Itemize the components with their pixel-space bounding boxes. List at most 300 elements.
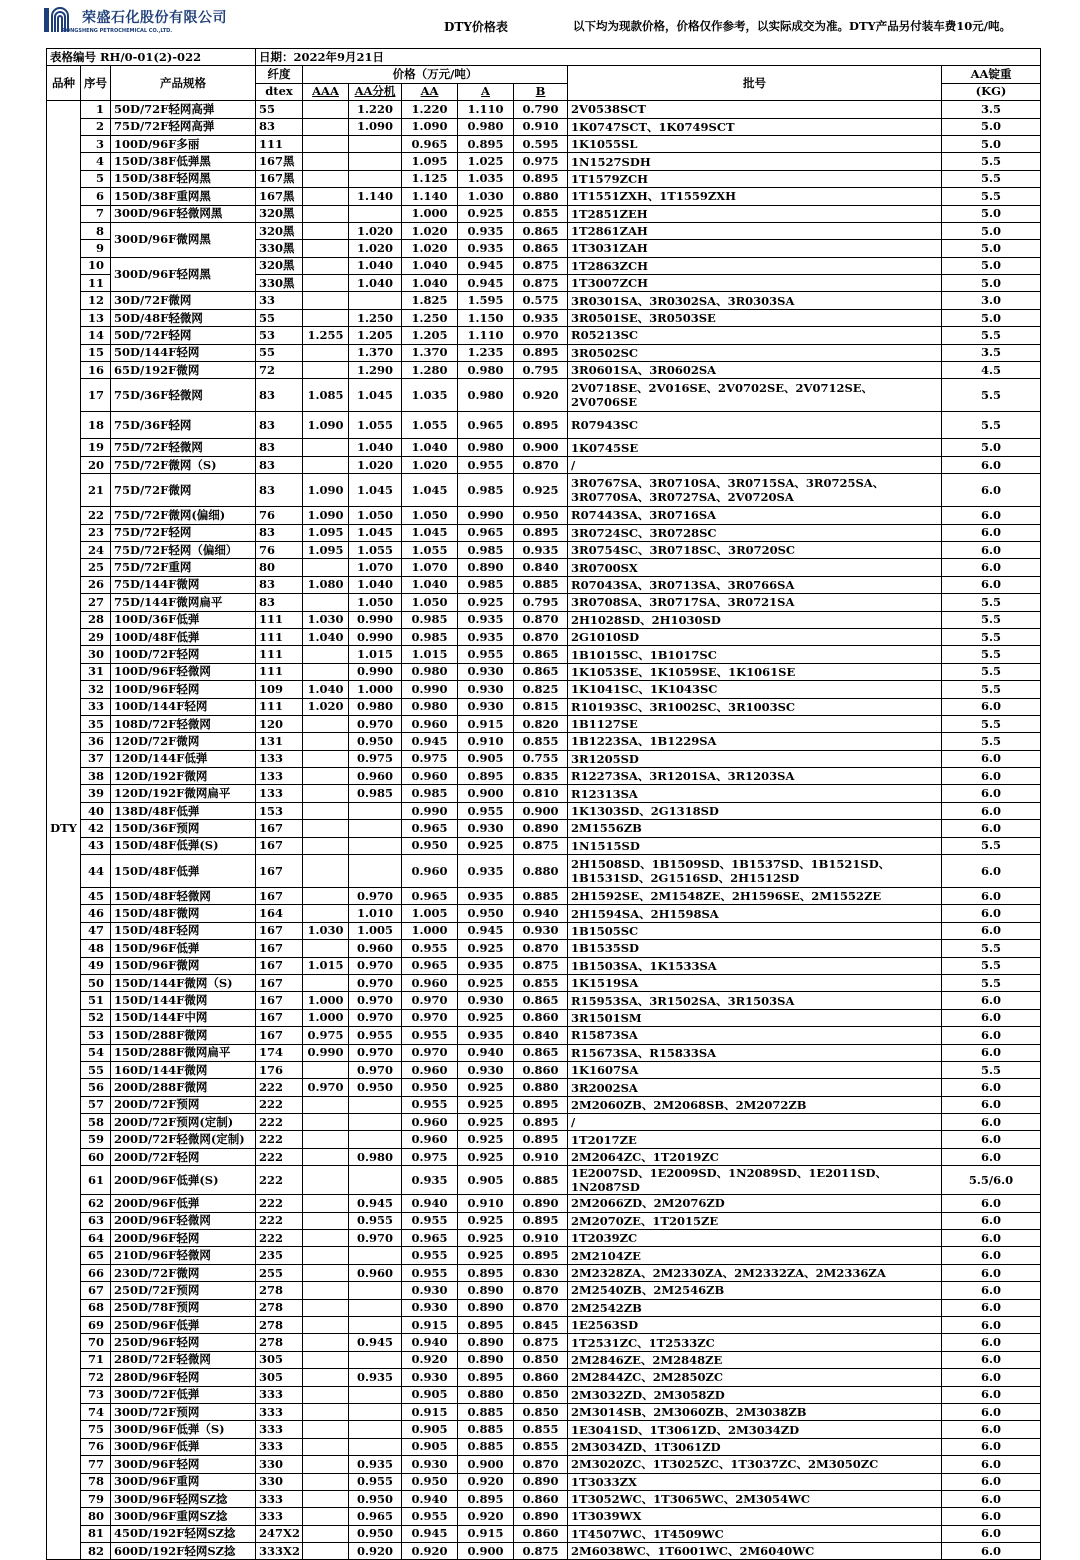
row-spec: 50D/144F轻网: [111, 344, 256, 361]
row-price-b: 0.890: [514, 820, 568, 837]
table-row: [47, 1386, 1041, 1403]
row-price-aaa: [303, 240, 349, 257]
row-price-aa: 0.905: [402, 1386, 458, 1403]
row-lot-number: 3R0754SC、3R0718SC、3R0720SC: [568, 541, 942, 558]
row-dtex: 55: [256, 101, 303, 118]
row-dtex: 333: [256, 1438, 303, 1455]
row-spec: 150D/96F微网: [111, 957, 256, 974]
row-seq: 25: [81, 559, 111, 576]
row-lot-number: 2H1508SD、1B1509SD、1B1537SD、1B1521SD、1B1531SD、2G1516SD、2H1512SD: [568, 855, 942, 888]
row-price-aa: 1.000: [402, 205, 458, 222]
table-row: [47, 855, 1041, 888]
row-lot-number: 1E3041SD、1T3061ZD、2M3034ZD: [568, 1421, 942, 1438]
row-price-aa: 1.020: [402, 222, 458, 239]
table-row: [47, 1282, 1041, 1299]
row-seq: 12: [81, 292, 111, 309]
row-price-aa: 1.035: [402, 379, 458, 412]
row-price-aaa: 1.080: [303, 576, 349, 593]
row-price-b: 0.860: [514, 1490, 568, 1507]
row-dtex: 167: [256, 922, 303, 939]
row-price-aaa: [303, 1456, 349, 1473]
row-lot-number: 1E2007SD、1E2009SD、1N2089SD、1E2011SD、1N2087SD: [568, 1166, 942, 1195]
row-price-aa-split: 0.990: [349, 663, 402, 680]
row-lot-number: 3R1205SD: [568, 750, 942, 767]
row-price-a: 1.025: [458, 153, 514, 170]
row-spindle-weight: 5.5: [942, 594, 1041, 611]
table-row: [47, 611, 1041, 628]
table-row: [47, 153, 1041, 170]
row-spec: 75D/72F轻微网: [111, 439, 256, 456]
row-lot-number: 2M2066ZD、2M2076ZD: [568, 1195, 942, 1212]
row-seq: 61: [81, 1166, 111, 1195]
row-lot-number: 1T3052WC、1T3065WC、2M3054WC: [568, 1490, 942, 1507]
row-price-aa-split: [349, 820, 402, 837]
row-lot-number: 1N1515SD: [568, 837, 942, 854]
row-spec: 250D/78F预网: [111, 1299, 256, 1316]
row-dtex: 222: [256, 1131, 303, 1148]
row-seq: 27: [81, 594, 111, 611]
row-dtex: 305: [256, 1351, 303, 1368]
row-price-aaa: [303, 768, 349, 785]
row-spindle-weight: 3.0: [942, 292, 1041, 309]
row-price-aa-split: 1.220: [349, 101, 402, 118]
row-lot-number: 2H1592SE、2M1548ZE、2H1596SE、2M1552ZE: [568, 888, 942, 905]
table-row: [47, 456, 1041, 473]
row-price-aa: 1.005: [402, 905, 458, 922]
row-price-a: 0.945: [458, 922, 514, 939]
row-price-aa: 0.905: [402, 1438, 458, 1455]
table-row: [47, 292, 1041, 309]
row-seq: 64: [81, 1230, 111, 1247]
row-spindle-weight: 6.0: [942, 820, 1041, 837]
row-price-b: 0.950: [514, 507, 568, 524]
row-spindle-weight: 6.0: [942, 1386, 1041, 1403]
table-row: [47, 992, 1041, 1009]
row-spindle-weight: 6.0: [942, 1247, 1041, 1264]
row-price-b: 0.885: [514, 888, 568, 905]
row-dtex: 167: [256, 888, 303, 905]
row-dtex: 133: [256, 785, 303, 802]
row-dtex: 111: [256, 646, 303, 663]
row-seq: 72: [81, 1369, 111, 1386]
row-price-a: 0.925: [458, 1079, 514, 1096]
variety-cell: [47, 101, 81, 1560]
row-price-aa-split: 0.970: [349, 1009, 402, 1026]
row-price-aa-split: 1.040: [349, 275, 402, 292]
row-price-aaa: [303, 153, 349, 170]
row-price-b: 0.855: [514, 733, 568, 750]
row-spindle-weight: 6.0: [942, 802, 1041, 819]
table-row: [47, 905, 1041, 922]
row-seq: 76: [81, 1438, 111, 1455]
row-seq: 56: [81, 1079, 111, 1096]
row-price-a: 0.925: [458, 205, 514, 222]
row-price-aa-split: 1.140: [349, 188, 402, 205]
table-row: [47, 768, 1041, 785]
col-price-group: 价格（万元/吨）: [303, 66, 568, 83]
row-price-a: 0.885: [458, 1403, 514, 1420]
row-price-b: 0.855: [514, 205, 568, 222]
row-price-b: 0.880: [514, 188, 568, 205]
row-dtex: 83: [256, 576, 303, 593]
row-spec: 280D/96F轻网: [111, 1369, 256, 1386]
row-price-b: 0.875: [514, 957, 568, 974]
row-spec: 100D/96F轻网: [111, 681, 256, 698]
row-spindle-weight: 6.0: [942, 1299, 1041, 1316]
row-price-a: 0.925: [458, 1131, 514, 1148]
row-price-a: 1.035: [458, 170, 514, 187]
row-dtex: 176: [256, 1061, 303, 1078]
row-price-a: 0.980: [458, 439, 514, 456]
row-dtex: 153: [256, 802, 303, 819]
row-spindle-weight: 5.0: [942, 118, 1041, 135]
row-seq: 80: [81, 1508, 111, 1525]
row-price-a: 0.910: [458, 1195, 514, 1212]
row-seq: 40: [81, 802, 111, 819]
row-price-aa: 1.050: [402, 507, 458, 524]
row-price-b: 0.870: [514, 1282, 568, 1299]
row-lot-number: R15873SA: [568, 1027, 942, 1044]
row-spindle-weight: 6.0: [942, 1438, 1041, 1455]
table-row: [47, 1195, 1041, 1212]
row-spindle-weight: 5.5: [942, 974, 1041, 991]
row-price-aa: 0.965: [402, 1230, 458, 1247]
row-price-aa: 1.040: [402, 275, 458, 292]
row-lot-number: 1T2861ZAH: [568, 222, 942, 239]
row-seq: 65: [81, 1247, 111, 1264]
row-spec: 100D/72F轻网: [111, 646, 256, 663]
row-price-aa: 0.975: [402, 1148, 458, 1165]
row-price-aa-split: 0.970: [349, 1061, 402, 1078]
row-seq: 46: [81, 905, 111, 922]
row-price-aa-split: [349, 135, 402, 152]
row-price-aaa: [303, 1473, 349, 1490]
company-name-cn: 荣盛石化股份有限公司: [82, 10, 227, 26]
row-price-aaa: [303, 1148, 349, 1165]
row-price-aa-split: 0.950: [349, 1079, 402, 1096]
row-spec: 150D/144F中网: [111, 1009, 256, 1026]
table-row: [47, 1166, 1041, 1195]
row-seq: 11: [81, 275, 111, 292]
row-price-aaa: [303, 1247, 349, 1264]
row-spec: 300D/72F低弹: [111, 1386, 256, 1403]
row-dtex: 333: [256, 1490, 303, 1507]
row-price-a: 0.895: [458, 1369, 514, 1386]
row-price-b: 0.875: [514, 837, 568, 854]
row-price-a: 0.980: [458, 362, 514, 379]
row-price-aaa: 0.990: [303, 1044, 349, 1061]
row-price-b: 0.825: [514, 681, 568, 698]
row-price-aa-split: 0.960: [349, 1264, 402, 1281]
row-price-aa-split: 0.970: [349, 992, 402, 1009]
row-price-b: 0.795: [514, 362, 568, 379]
row-price-aa: 0.955: [402, 1027, 458, 1044]
row-spec: 150D/144F微网（S): [111, 974, 256, 991]
row-seq: 2: [81, 118, 111, 135]
table-row: [47, 118, 1041, 135]
row-spindle-weight: 6.0: [942, 524, 1041, 541]
row-price-aa-split: 0.980: [349, 698, 402, 715]
row-price-aa-split: 1.040: [349, 257, 402, 274]
table-row: [47, 362, 1041, 379]
row-price-aa-split: 0.955: [349, 1212, 402, 1229]
row-lot-number: R07943SC: [568, 412, 942, 439]
row-price-b: 0.865: [514, 646, 568, 663]
row-price-aa: 0.905: [402, 1421, 458, 1438]
row-lot-number: 2M2060ZB、2M2068SB、2M2072ZB: [568, 1096, 942, 1113]
row-price-aa: 0.965: [402, 820, 458, 837]
row-price-aaa: 1.020: [303, 698, 349, 715]
row-price-aaa: [303, 1131, 349, 1148]
table-row: [47, 1490, 1041, 1507]
row-seq: 39: [81, 785, 111, 802]
row-price-aa-split: 1.040: [349, 576, 402, 593]
row-seq: 9: [81, 240, 111, 257]
row-price-b: 0.850: [514, 1403, 568, 1420]
row-lot-number: 1K0745SE: [568, 439, 942, 456]
row-seq: 28: [81, 611, 111, 628]
col-fineness: 纤度: [256, 66, 303, 83]
row-seq: 33: [81, 698, 111, 715]
row-spec: 108D/72F轻微网: [111, 715, 256, 732]
row-seq: 69: [81, 1317, 111, 1334]
row-price-aaa: 0.970: [303, 1079, 349, 1096]
row-spindle-weight: 5.0: [942, 135, 1041, 152]
row-spindle-weight: 6.0: [942, 1525, 1041, 1542]
row-price-aaa: [303, 439, 349, 456]
row-spindle-weight: 6.0: [942, 1195, 1041, 1212]
row-spindle-weight: 5.5: [942, 153, 1041, 170]
row-price-aa: 0.950: [402, 1473, 458, 1490]
row-price-aa-split: 1.040: [349, 439, 402, 456]
row-spec: 280D/72F轻微网: [111, 1351, 256, 1368]
row-dtex: 247X2: [256, 1525, 303, 1542]
row-price-b: 0.900: [514, 439, 568, 456]
row-price-aa-split: [349, 1317, 402, 1334]
row-dtex: 167: [256, 1009, 303, 1026]
row-price-aa-split: 1.090: [349, 118, 402, 135]
row-price-a: 0.925: [458, 1212, 514, 1229]
row-dtex: 333: [256, 1421, 303, 1438]
row-dtex: 131: [256, 733, 303, 750]
row-price-a: 0.895: [458, 1264, 514, 1281]
table-row: [47, 379, 1041, 412]
row-price-a: 0.940: [458, 1044, 514, 1061]
row-dtex: 305: [256, 1369, 303, 1386]
row-price-b: 0.865: [514, 1044, 568, 1061]
table-row: [47, 1438, 1041, 1455]
table-row: [47, 344, 1041, 361]
row-price-aa-split: 1.250: [349, 309, 402, 326]
row-spindle-weight: 6.0: [942, 1148, 1041, 1165]
row-price-aa-split: 1.050: [349, 594, 402, 611]
row-price-aa: 0.960: [402, 1131, 458, 1148]
row-dtex: 109: [256, 681, 303, 698]
row-price-aaa: 1.095: [303, 541, 349, 558]
row-price-aa-split: [349, 1096, 402, 1113]
row-seq: 48: [81, 940, 111, 957]
col-variety: 品种: [47, 66, 81, 101]
table-row: [47, 1027, 1041, 1044]
row-seq: 55: [81, 1061, 111, 1078]
row-seq: 1: [81, 101, 111, 118]
row-price-aa: 1.040: [402, 576, 458, 593]
row-spindle-weight: 3.5: [942, 344, 1041, 361]
row-spindle-weight: 6.0: [942, 1369, 1041, 1386]
row-seq: 7: [81, 205, 111, 222]
row-price-aa: 1.000: [402, 922, 458, 939]
row-seq: 24: [81, 541, 111, 558]
row-price-a: 0.910: [458, 733, 514, 750]
row-spindle-weight: 6.0: [942, 1230, 1041, 1247]
row-dtex: 167: [256, 820, 303, 837]
row-price-a: 0.890: [458, 1334, 514, 1351]
row-dtex: 330黑: [256, 240, 303, 257]
row-price-aaa: [303, 170, 349, 187]
row-price-aaa: [303, 715, 349, 732]
row-spindle-weight: 6.0: [942, 750, 1041, 767]
row-spindle-weight: 6.0: [942, 1317, 1041, 1334]
row-price-aaa: [303, 344, 349, 361]
row-spindle-weight: 5.5: [942, 663, 1041, 680]
row-spindle-weight: 5.5: [942, 940, 1041, 957]
row-spec: 30D/72F微网: [111, 292, 256, 309]
row-price-a: 0.880: [458, 1386, 514, 1403]
row-spec: 100D/36F低弹: [111, 611, 256, 628]
row-price-aaa: [303, 362, 349, 379]
row-spindle-weight: 5.0: [942, 222, 1041, 239]
row-spindle-weight: 5.5: [942, 611, 1041, 628]
row-seq: 75: [81, 1421, 111, 1438]
row-spec: 75D/72F微网(偏细): [111, 507, 256, 524]
row-price-aa-split: 0.960: [349, 940, 402, 957]
col-aa: AA: [402, 83, 458, 100]
row-price-aa: 0.965: [402, 135, 458, 152]
row-dtex: 167: [256, 837, 303, 854]
row-price-a: 0.895: [458, 768, 514, 785]
row-spindle-weight: 5.5: [942, 646, 1041, 663]
row-price-aa-split: 0.970: [349, 888, 402, 905]
row-price-aa-split: 1.050: [349, 507, 402, 524]
row-price-b: 0.875: [514, 1334, 568, 1351]
row-price-aaa: [303, 837, 349, 854]
row-price-b: 0.910: [514, 1148, 568, 1165]
table-row: [47, 1264, 1041, 1281]
row-price-aa: 1.825: [402, 292, 458, 309]
row-price-aa: 1.020: [402, 456, 458, 473]
row-spindle-weight: 6.0: [942, 1131, 1041, 1148]
row-price-aa-split: [349, 1299, 402, 1316]
table-row: [47, 733, 1041, 750]
row-price-aa-split: 1.205: [349, 327, 402, 344]
row-price-b: 0.875: [514, 1543, 568, 1560]
row-dtex: 320黑: [256, 222, 303, 239]
row-price-a: 1.235: [458, 344, 514, 361]
table-row: [47, 698, 1041, 715]
row-spec: 210D/96F轻微网: [111, 1247, 256, 1264]
row-spindle-weight: 6.0: [942, 1351, 1041, 1368]
row-dtex: 167: [256, 855, 303, 888]
row-price-aaa: 1.090: [303, 412, 349, 439]
row-lot-number: 2M2844ZC、2M2850ZC: [568, 1369, 942, 1386]
row-spec: 150D/288F微网: [111, 1027, 256, 1044]
row-price-a: 0.930: [458, 663, 514, 680]
row-price-a: 0.925: [458, 940, 514, 957]
row-price-b: 0.870: [514, 628, 568, 645]
row-price-a: 0.895: [458, 135, 514, 152]
row-price-aaa: 1.000: [303, 992, 349, 1009]
row-price-a: 1.595: [458, 292, 514, 309]
row-price-aa: 1.045: [402, 524, 458, 541]
row-dtex: 83: [256, 524, 303, 541]
row-price-aa: 0.955: [402, 940, 458, 957]
row-lot-number: 3R2002SA: [568, 1079, 942, 1096]
row-price-aa-split: [349, 205, 402, 222]
row-lot-number: 2M2542ZB: [568, 1299, 942, 1316]
row-spindle-weight: 5.0: [942, 439, 1041, 456]
row-price-a: 0.900: [458, 785, 514, 802]
table-row: [47, 663, 1041, 680]
table-row: [47, 681, 1041, 698]
row-dtex: 278: [256, 1282, 303, 1299]
row-price-aa: 0.955: [402, 1508, 458, 1525]
row-price-aa-split: 0.970: [349, 957, 402, 974]
row-dtex: 333X2: [256, 1543, 303, 1560]
row-price-aaa: [303, 101, 349, 118]
row-spindle-weight: 5.0: [942, 275, 1041, 292]
row-price-b: 0.820: [514, 715, 568, 732]
row-lot-number: R12313SA: [568, 785, 942, 802]
row-price-aaa: [303, 292, 349, 309]
row-lot-number: 2M3020ZC、1T3025ZC、1T3037ZC、2M3050ZC: [568, 1456, 942, 1473]
row-spec: 250D/72F预网: [111, 1282, 256, 1299]
table-row: [47, 222, 1041, 239]
row-spindle-weight: 5.5: [942, 733, 1041, 750]
row-dtex: 167: [256, 957, 303, 974]
row-price-aa: 0.945: [402, 1525, 458, 1542]
table-row: [47, 594, 1041, 611]
row-spindle-weight: 6.0: [942, 1334, 1041, 1351]
row-price-a: 0.930: [458, 820, 514, 837]
row-price-aaa: [303, 594, 349, 611]
col-weight-unit: (KG): [942, 83, 1041, 100]
row-dtex: 167黑: [256, 170, 303, 187]
row-price-aa: 0.960: [402, 1061, 458, 1078]
row-dtex: 333: [256, 1508, 303, 1525]
row-spindle-weight: 5.5: [942, 412, 1041, 439]
row-lot-number: 2M2328ZA、2M2330ZA、2M2332ZA、2M2336ZA: [568, 1264, 942, 1281]
row-seq: 29: [81, 628, 111, 645]
row-price-aa: 0.935: [402, 1166, 458, 1195]
row-seq: 32: [81, 681, 111, 698]
row-dtex: 320黑: [256, 257, 303, 274]
row-spindle-weight: 6.0: [942, 456, 1041, 473]
row-price-b: 0.815: [514, 698, 568, 715]
row-price-aa: 1.140: [402, 188, 458, 205]
row-spindle-weight: 6.0: [942, 1543, 1041, 1560]
price-table-body: [47, 101, 1041, 1560]
row-lot-number: 2G1010SD: [568, 628, 942, 645]
row-spec: 200D/96F轻网: [111, 1230, 256, 1247]
row-price-aa-split: [349, 170, 402, 187]
row-seq: 43: [81, 837, 111, 854]
row-seq: 81: [81, 1525, 111, 1542]
row-price-b: 0.855: [514, 1421, 568, 1438]
row-price-aa-split: [349, 1131, 402, 1148]
row-seq: 8: [81, 222, 111, 239]
row-price-aaa: [303, 559, 349, 576]
table-row: [47, 541, 1041, 558]
